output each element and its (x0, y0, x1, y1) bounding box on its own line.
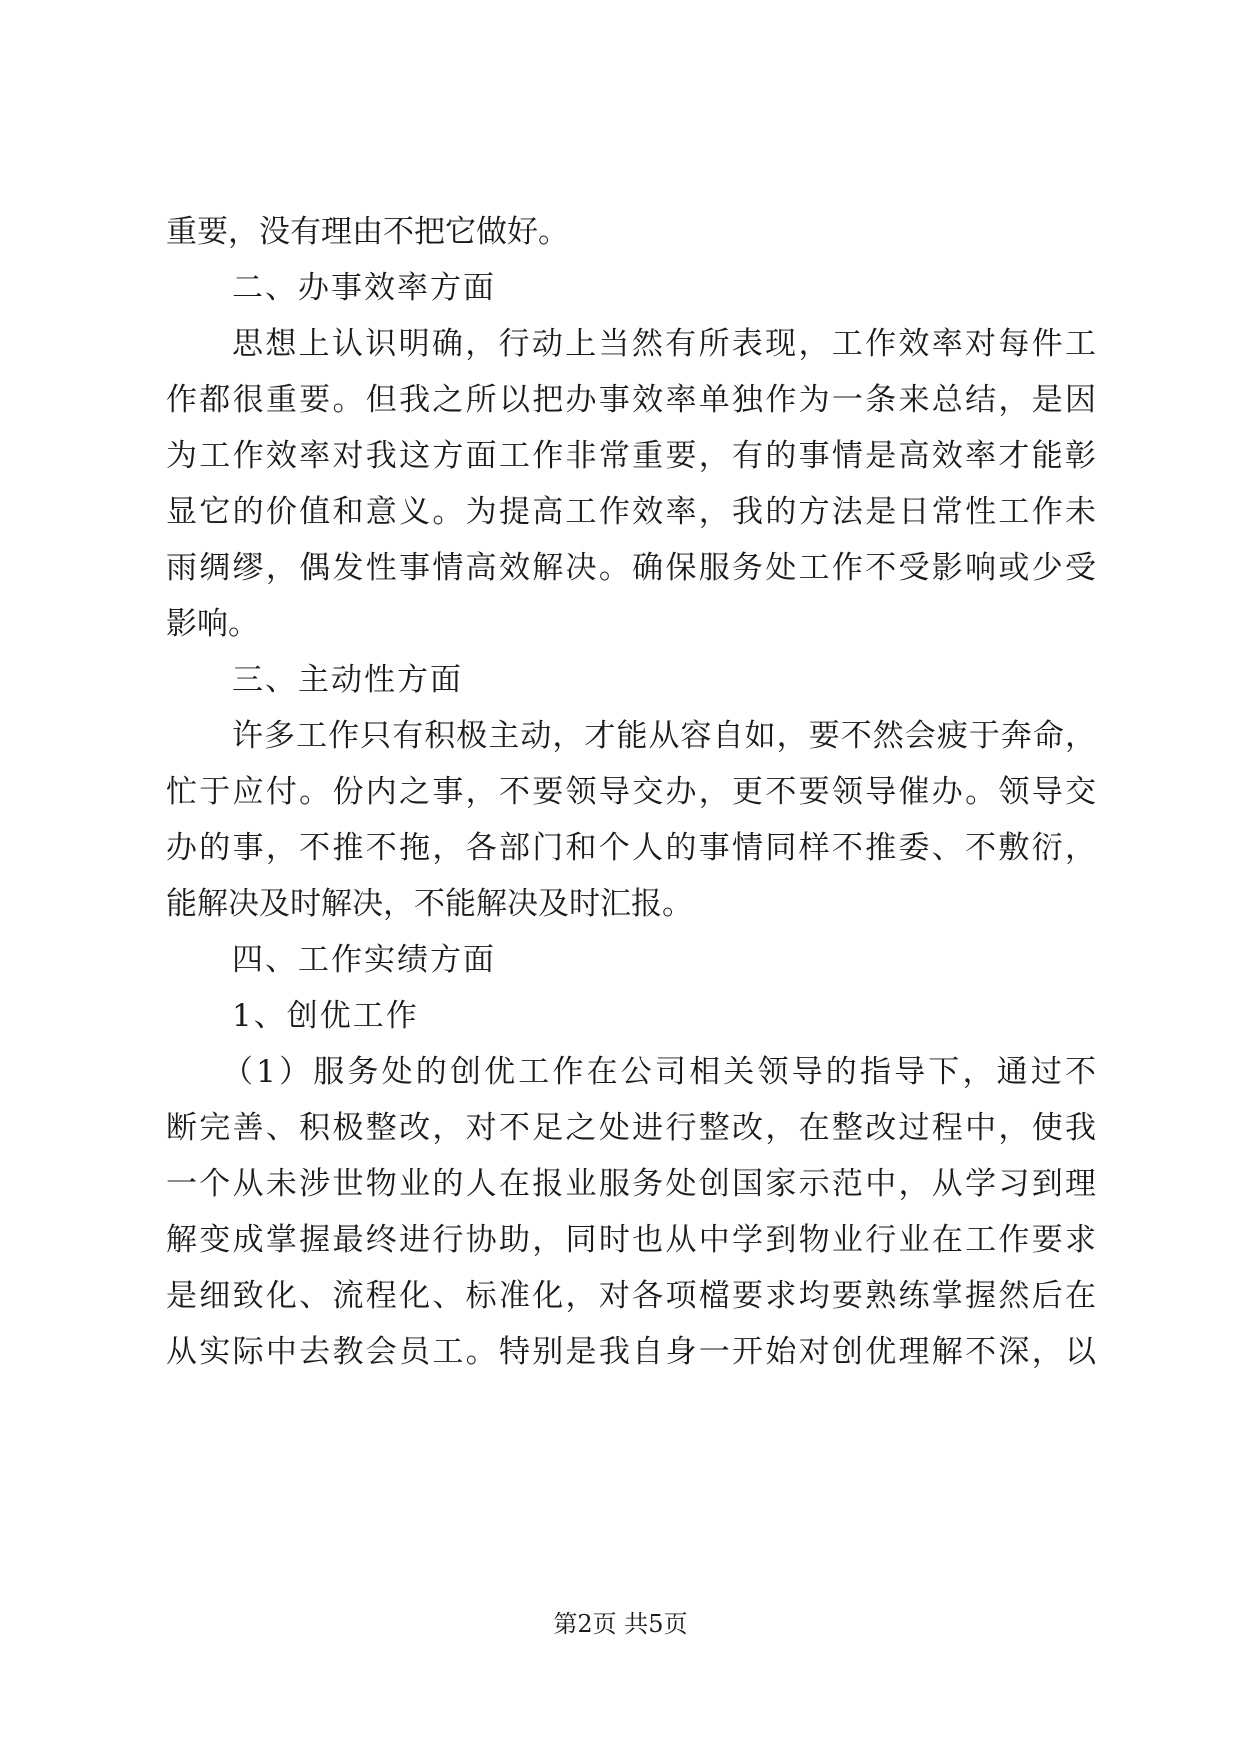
paragraph-line: 许多工作只有积极主动，才能从容自如，要不然会疲于奔命， (232, 718, 1096, 754)
paragraph-line: 作都很重要。但我之所以把办事效率单独作为一条来总结，是因 (166, 382, 1096, 418)
paragraph-line: 能解决及时解决，不能解决及时汇报。 (166, 886, 693, 922)
paragraph-line: 思想上认识明确，行动上当然有所表现，工作效率对每件工 (232, 326, 1096, 362)
paragraph-line: 是细致化、流程化、标准化，对各项檔要求均要熟练掌握然后在 (166, 1278, 1096, 1314)
paragraph-line: （1）服务处的创优工作在公司相关领导的指导下，通过不 (222, 1054, 1096, 1090)
paragraph-line: 重要，没有理由不把它做好。 (166, 214, 569, 250)
paragraph-line: 显它的价值和意义。为提高工作效率，我的方法是日常性工作未 (166, 494, 1096, 530)
paragraph-line: 断完善、积极整改，对不足之处进行整改，在整改过程中，使我 (166, 1110, 1096, 1146)
paragraph-line: 影响。 (166, 606, 259, 642)
section-heading: 二、办事效率方面 (232, 270, 496, 306)
paragraph-line: 一个从未涉世物业的人在报业服务处创国家示范中，从学习到理 (166, 1166, 1096, 1202)
page-number-footer: 第2页 共5页 (553, 1610, 688, 1638)
section-heading: 四、工作实绩方面 (232, 942, 496, 978)
subsection-heading: 1、创优工作 (232, 998, 419, 1034)
paragraph-line: 从实际中去教会员工。特别是我自身一开始对创优理解不深，以 (166, 1334, 1096, 1370)
paragraph-line: 为工作效率对我这方面工作非常重要，有的事情是高效率才能彰 (166, 438, 1096, 474)
paragraph-line: 雨绸缪，偶发性事情高效解决。确保服务处工作不受影响或少受 (166, 550, 1096, 586)
paragraph-line: 忙于应付。份内之事，不要领导交办，更不要领导催办。领导交 (166, 774, 1096, 810)
paragraph-line: 解变成掌握最终进行协助，同时也从中学到物业行业在工作要求 (166, 1222, 1096, 1258)
section-heading: 三、主动性方面 (232, 662, 463, 698)
paragraph-line: 办的事，不推不拖，各部门和个人的事情同样不推委、不敷衍， (166, 830, 1096, 866)
